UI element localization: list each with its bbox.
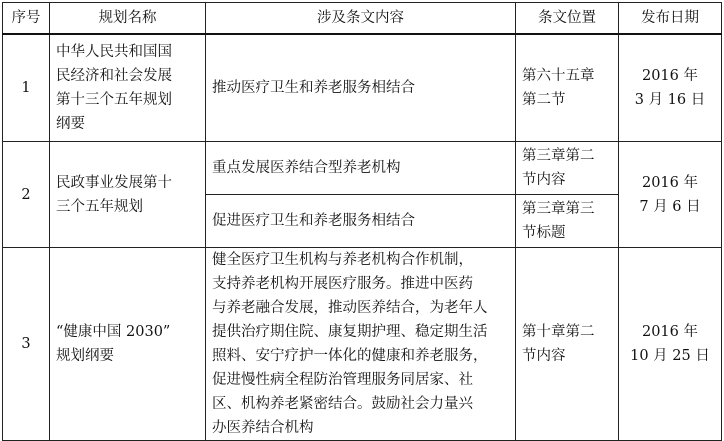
content-cell xyxy=(206,195,516,248)
header-content: 涉及条文内容 xyxy=(206,3,516,35)
position-line: 节内容 xyxy=(522,348,566,364)
policy-table xyxy=(2,2,722,441)
content-line: 促进慢性病全程防治管理服务同居家、社 xyxy=(212,372,473,388)
content-line: 重点发展医养结合型养老机构 xyxy=(212,160,401,176)
row-index: 3 xyxy=(3,248,50,441)
position-line: 第三章第二 xyxy=(522,148,595,164)
content-cell xyxy=(206,248,516,441)
plan-name-line: 第十三个五年规划 xyxy=(56,92,172,108)
header-index: 序号 xyxy=(3,3,50,35)
position-line: 第二节 xyxy=(522,92,566,108)
position-line: 节内容 xyxy=(522,172,566,188)
plan-name-line: 中华人民共和国国 xyxy=(56,44,172,60)
position-line: 第六十五章 xyxy=(522,68,595,84)
plan-name-cell xyxy=(50,142,206,248)
position-line: 节标题 xyxy=(522,225,566,241)
content-line: 支持养老机构开展医疗服务。推进中医药 xyxy=(212,276,473,292)
plan-name-line: 民政事业发展第十 xyxy=(56,174,172,191)
date-cell xyxy=(619,34,722,142)
content-line: 提供治疗期住院、康复期护理、稳定期生活 xyxy=(212,324,488,340)
date-cell xyxy=(619,248,722,441)
plan-name-line: “健康中国 2030” xyxy=(56,324,171,340)
date-line: 3 月 16 日 xyxy=(634,92,706,108)
plan-name-line: 三个五年规划 xyxy=(56,198,143,215)
plan-name-line: 民经济和社会发展 xyxy=(56,68,172,84)
header-position: 条文位置 xyxy=(516,3,619,35)
table-row xyxy=(3,34,722,142)
date-line: 2016 年 xyxy=(641,324,698,340)
table-header-row xyxy=(3,3,722,35)
content-line: 区、机构养老紧密结合。鼓励社会力量兴 xyxy=(212,396,473,412)
row-index: 1 xyxy=(3,34,50,142)
content-line: 推动医疗卫生和养老服务相结合 xyxy=(212,80,415,96)
plan-name-line: 规划纲要 xyxy=(56,348,114,364)
position-line: 第三章第三 xyxy=(522,201,595,217)
position-cell xyxy=(516,142,619,195)
plan-name-line: 纲要 xyxy=(56,116,85,132)
date-line: 2016 年 xyxy=(641,68,698,84)
position-cell xyxy=(516,248,619,441)
date-cell xyxy=(619,142,722,248)
position-line: 第十章第二 xyxy=(522,324,595,340)
position-cell xyxy=(516,34,619,142)
content-line: 健全医疗卫生机构与养老机构合作机制， xyxy=(212,252,473,268)
date-line: 7 月 6 日 xyxy=(639,198,701,215)
header-plan-name: 规划名称 xyxy=(50,3,206,35)
content-line: 促进医疗卫生和养老服务相结合 xyxy=(212,213,415,229)
row-index: 2 xyxy=(3,142,50,248)
content-line: 与养老融合发展，推动医养结合，为老年人 xyxy=(212,300,488,316)
content-line: 照料、安宁疗护一体化的健康和养老服务， xyxy=(212,348,488,364)
position-cell xyxy=(516,195,619,248)
header-date: 发布日期 xyxy=(619,3,722,35)
plan-name-cell xyxy=(50,34,206,142)
content-line: 办医养结合机构 xyxy=(212,420,314,436)
content-cell xyxy=(206,34,516,142)
date-line: 2016 年 xyxy=(641,174,698,191)
date-line: 10 月 25 日 xyxy=(630,348,710,364)
table-row xyxy=(3,142,722,195)
plan-name-cell xyxy=(50,248,206,441)
table-row xyxy=(3,248,722,441)
content-cell xyxy=(206,142,516,195)
